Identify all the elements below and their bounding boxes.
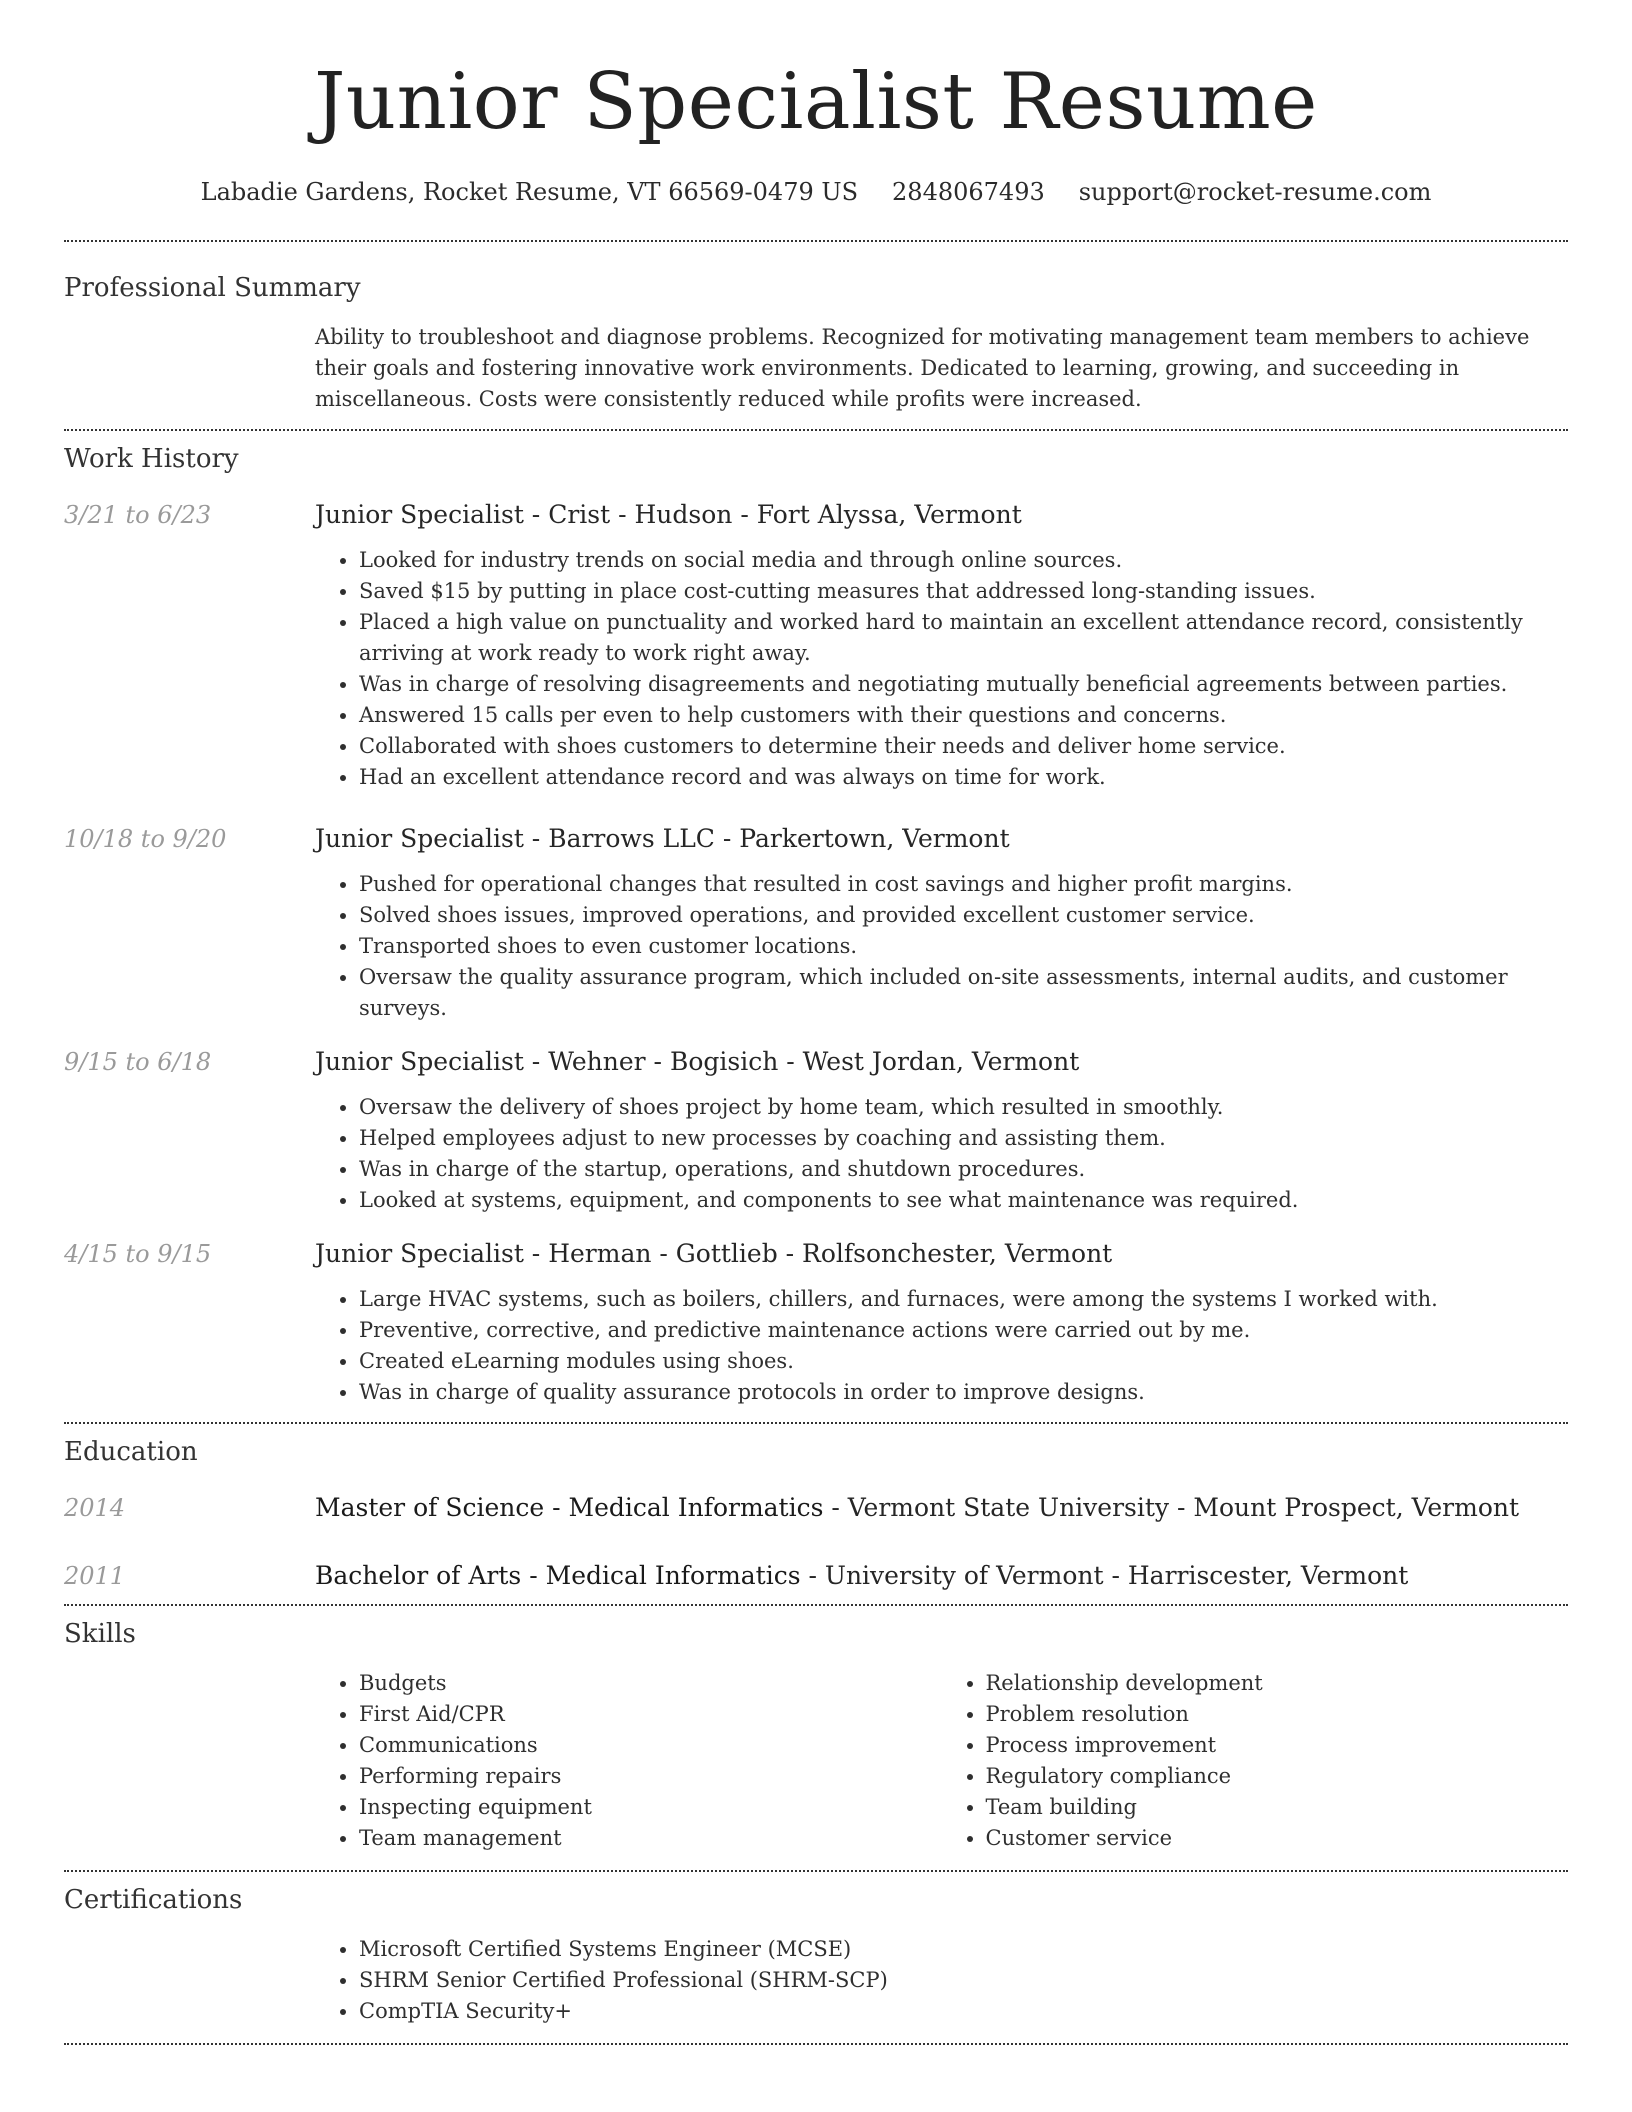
job-entry	[64, 1236, 1568, 1408]
list-item: • Had an excellent attendance record and was always on time for work.	[359, 762, 1568, 793]
page-title: Junior Specialist Resume	[314, 57, 1318, 147]
job-bullets	[315, 1092, 1568, 1216]
list-item: • Helped employees adjust to new processes by coaching and assisting them.	[359, 1123, 1568, 1154]
divider	[64, 2043, 1568, 2045]
job-entry	[64, 1044, 1568, 1216]
list-item: • Looked at systems, equipment, and components to see what maintenance was required.	[359, 1185, 1568, 1216]
list-item: • Was in charge of resolving disagreements and negotiating mutually beneficial agreements between parties.	[359, 669, 1568, 700]
section-heading-skills: Skills	[64, 1619, 136, 1649]
list-item: • Large HVAC systems, such as boilers, chillers, and furnaces, were among the systems I worked with.	[359, 1284, 1568, 1315]
list-item: • Oversaw the delivery of shoes project by home team, which resulted in smoothly.	[359, 1092, 1568, 1123]
job-dates: 10/18 to 9/20	[64, 825, 227, 853]
job-bullets	[315, 869, 1568, 1024]
list-item: • Was in charge of the startup, operations, and shutdown procedures.	[359, 1154, 1568, 1185]
section-education	[64, 1424, 1568, 1594]
education-year: 2011	[64, 1562, 126, 1590]
list-item: • Customer service	[986, 1823, 1569, 1854]
list-item: • Transported shoes to even customer locations.	[359, 931, 1568, 962]
section-heading-summary: Professional Summary	[64, 273, 361, 303]
section-certifications	[64, 1872, 1568, 2027]
list-item: • Placed a high value on punctuality and worked hard to maintain an excellent attendance record, consistently arriving at work ready to work right away.	[359, 607, 1568, 669]
education-school: - Vermont State University - Mount Prospect, Vermont	[823, 1493, 1520, 1522]
list-item: • Team management	[359, 1823, 942, 1854]
list-item: • Team building	[986, 1792, 1569, 1823]
list-item: • Answered 15 calls per even to help customers with their questions and concerns.	[359, 700, 1568, 731]
list-item: • Performing repairs	[359, 1761, 942, 1792]
job-entry	[64, 497, 1568, 793]
section-skills	[64, 1606, 1568, 1854]
list-item: • Collaborated with shoes customers to determine their needs and deliver home service.	[359, 731, 1568, 762]
job-title: Junior Specialist - Wehner - Bogisich - West Jordan, Vermont	[315, 1047, 1080, 1076]
job-bullets	[315, 545, 1568, 793]
job-title: Junior Specialist - Crist - Hudson - Fort Alyssa, Vermont	[315, 500, 1022, 529]
skills-grid	[315, 1668, 1568, 1854]
list-item: • Regulatory compliance	[986, 1761, 1569, 1792]
job-dates: 9/15 to 6/18	[64, 1048, 212, 1076]
list-item: • Was in charge of quality assurance protocols in order to improve designs.	[359, 1377, 1568, 1408]
contact-line	[64, 174, 1568, 210]
section-heading-education: Education	[64, 1437, 198, 1467]
education-year: 2014	[64, 1494, 126, 1522]
certifications-list	[315, 1934, 1568, 2027]
list-item: • Looked for industry trends on social media and through online sources.	[359, 545, 1568, 576]
list-item: • Saved $15 by putting in place cost-cutting measures that addressed long-standing issues.	[359, 576, 1568, 607]
job-dates: 3/21 to 6/23	[64, 501, 212, 529]
list-item: • Communications	[359, 1730, 942, 1761]
summary-text: Ability to troubleshoot and diagnose problems. Recognized for motivating management team members to achieve their goals and fostering innovative work environments. Dedicated to learning, growing, and succeeding in miscellaneous. Costs were consistently reduced while profits were increased.	[315, 325, 1530, 411]
skills-list-left	[315, 1668, 942, 1854]
list-item: • Solved shoes issues, improved operations, and provided excellent customer service.	[359, 900, 1568, 931]
section-heading-work: Work History	[64, 444, 239, 474]
education-school: - University of Vermont - Harriscester, Vermont	[800, 1561, 1409, 1590]
education-heading	[315, 1558, 1568, 1594]
education-degree: Bachelor of Arts - Medical Informatics	[315, 1561, 801, 1590]
job-title: Junior Specialist - Herman - Gottlieb - Rolfsonchester, Vermont	[315, 1239, 1113, 1268]
list-item: • Created eLearning modules using shoes.	[359, 1346, 1568, 1377]
list-item: • Inspecting equipment	[359, 1792, 942, 1823]
list-item: • Microsoft Certified Systems Engineer (MCSE)	[359, 1934, 1568, 1965]
job-bullets	[315, 1284, 1568, 1408]
section-professional-summary	[64, 242, 1568, 415]
section-work-history	[64, 431, 1568, 1408]
list-item: • Pushed for operational changes that resulted in cost savings and higher profit margins.	[359, 869, 1568, 900]
job-title: Junior Specialist - Barrows LLC - Parkertown, Vermont	[315, 824, 1010, 853]
contact-address: Labadie Gardens, Rocket Resume, VT 66569-0479 US	[200, 178, 859, 206]
list-item: • Budgets	[359, 1668, 942, 1699]
education-heading	[315, 1490, 1568, 1526]
list-item: • Problem resolution	[986, 1699, 1569, 1730]
education-entry	[64, 1490, 1568, 1526]
job-entry	[64, 821, 1568, 1024]
education-entry	[64, 1558, 1568, 1594]
contact-phone: 2848067493	[892, 178, 1045, 206]
job-dates: 4/15 to 9/15	[64, 1240, 212, 1268]
list-item: • Relationship development	[986, 1668, 1569, 1699]
list-item: • Oversaw the quality assurance program, which included on-site assessments, internal audits, and customer surveys.	[359, 962, 1568, 1024]
list-item: • CompTIA Security+	[359, 1996, 1568, 2027]
list-item: • First Aid/CPR	[359, 1699, 942, 1730]
skills-list-right	[942, 1668, 1569, 1854]
contact-email: support@rocket-resume.com	[1078, 178, 1432, 206]
list-item: • Process improvement	[986, 1730, 1569, 1761]
list-item: • Preventive, corrective, and predictive maintenance actions were carried out by me.	[359, 1315, 1568, 1346]
section-heading-certifications: Certifications	[64, 1885, 243, 1915]
list-item: • SHRM Senior Certified Professional (SHRM-SCP)	[359, 1965, 1568, 1996]
education-degree: Master of Science - Medical Informatics	[315, 1493, 824, 1522]
